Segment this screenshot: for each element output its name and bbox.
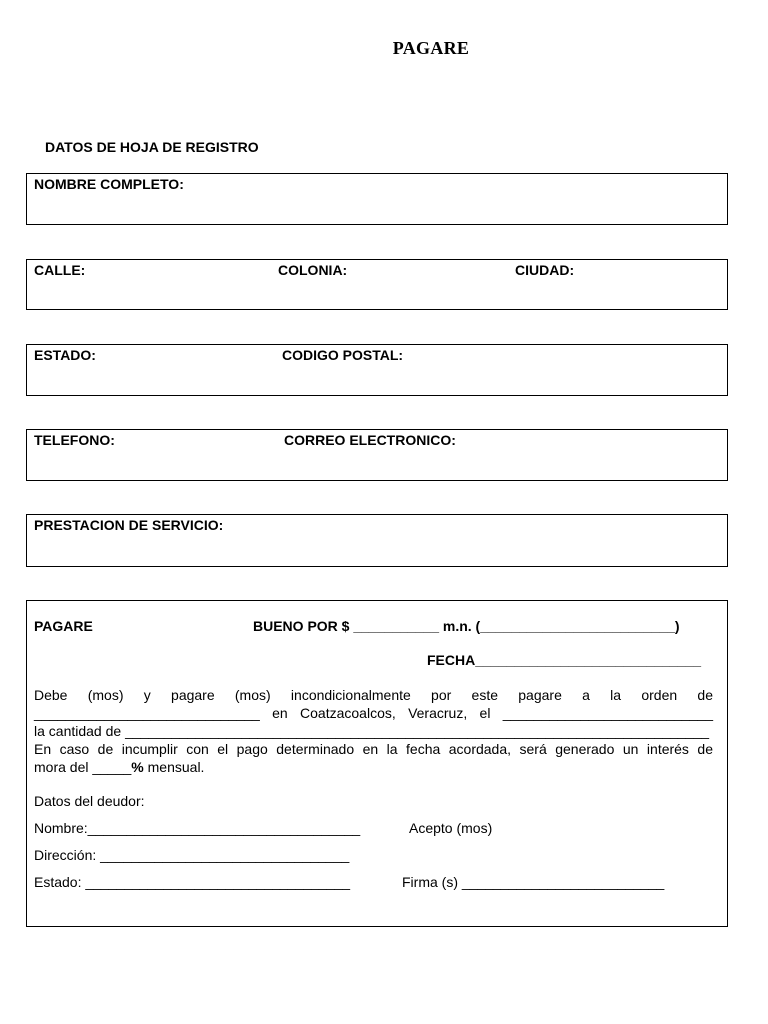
contacto-box bbox=[26, 429, 728, 481]
calle-label: CALLE: bbox=[34, 262, 86, 278]
estado-box bbox=[26, 344, 728, 396]
acepto-label: Acepto (mos) bbox=[409, 820, 493, 836]
prestacion-label: PRESTACION DE SERVICIO: bbox=[34, 517, 224, 533]
colonia-label: COLONIA: bbox=[278, 262, 348, 278]
direccion-deudor-line: Dirección: ________________________________ bbox=[34, 847, 350, 863]
firma-line: Firma (s) __________________________ bbox=[402, 874, 665, 890]
pagare-label: PAGARE bbox=[34, 618, 93, 634]
pagare-text-line-5 bbox=[34, 759, 204, 775]
codigo-postal-label: CODIGO POSTAL: bbox=[282, 347, 404, 363]
pagare-text-line-2: _____________________________ en Coatzacoalcos, Veracruz, el ___________________________ bbox=[34, 705, 713, 721]
nombre-completo-label: NOMBRE COMPLETO: bbox=[34, 176, 184, 192]
percent-sign: % bbox=[131, 759, 144, 775]
section-heading: DATOS DE HOJA DE REGISTRO bbox=[45, 139, 259, 155]
bueno-por-line: BUENO POR $ ___________ m.n. (_________________________) bbox=[253, 618, 680, 634]
pagare-text-line-1: Debe (mos) y pagare (mos) incondicionalmente por este pagare a la orden de bbox=[34, 687, 713, 703]
telefono-label: TELEFONO: bbox=[34, 432, 115, 448]
document-title: PAGARE bbox=[392, 38, 470, 58]
nombre-completo-box bbox=[26, 173, 728, 225]
nombre-deudor-line: Nombre:___________________________________ bbox=[34, 820, 361, 836]
direccion-box bbox=[26, 259, 728, 310]
pagare-box bbox=[26, 600, 728, 927]
mora-suffix: mensual. bbox=[143, 759, 205, 775]
datos-deudor-label: Datos del deudor: bbox=[34, 793, 145, 809]
prestacion-box bbox=[26, 514, 728, 567]
correo-label: CORREO ELECTRONICO: bbox=[284, 432, 456, 448]
estado-deudor-line: Estado: __________________________________ bbox=[34, 874, 351, 890]
ciudad-label: CIUDAD: bbox=[515, 262, 575, 278]
mora-prefix: mora del _____ bbox=[34, 759, 132, 775]
estado-label: ESTADO: bbox=[34, 347, 96, 363]
pagare-text-line-4: En caso de incumplir con el pago determinado en la fecha acordada, será generado un interés de bbox=[34, 741, 713, 757]
pagare-text-line-3: la cantidad de ___________________________________________________________________________ bbox=[34, 723, 710, 739]
fecha-line: FECHA_____________________________ bbox=[427, 652, 702, 668]
